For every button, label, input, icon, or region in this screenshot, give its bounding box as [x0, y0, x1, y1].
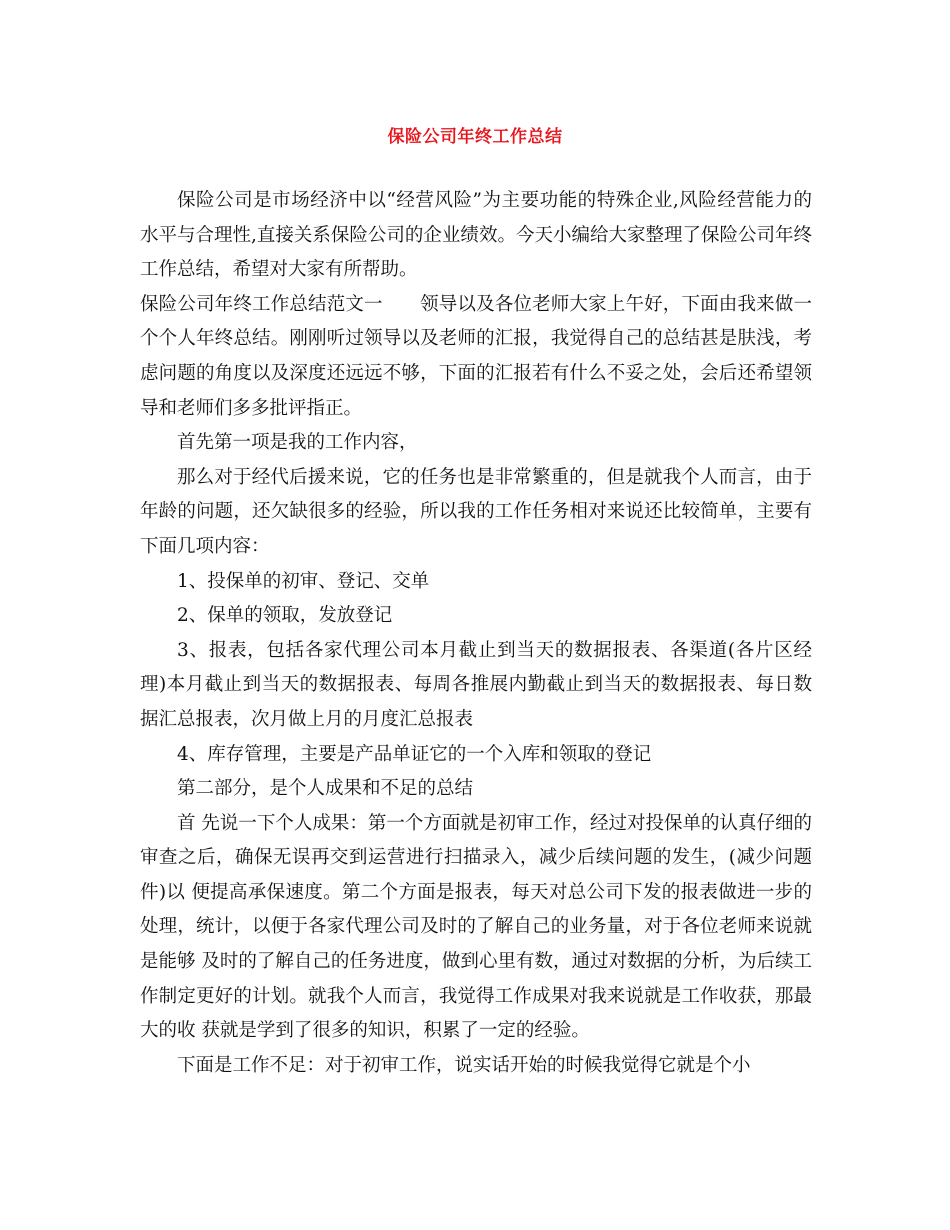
list-item-1: 1、投保单的初审、登记、交单 [177, 570, 430, 592]
paragraph-sample-one: 保险公司年终工作总结范文一 领导以及各位老师大家上午好，下面由我来做一个个人年终总结。刚刚听过领导以及老师的汇报，我觉得自己的总结甚是肤浅，考虑问题的角度以及深度还远远不够，下面的汇报若有什么不妥之处，会后还希望领导和老师们多多批评指正。 [140, 293, 812, 419]
list-item-4: 4、库存管理，主要是产品单证它的一个入库和领取的登记 [177, 743, 652, 765]
list-item-2: 2、保单的领取，发放登记 [177, 605, 393, 627]
document-title: 保险公司年终工作总结 [387, 127, 563, 147]
paragraph-intro: 保险公司是市场经济中以“经营风险”为主要功能的特殊企业,风险经营能力的水平与合理性,直接关系保险公司的企业绩效。今天小编给大家整理了保险公司年终工作总结，希望对大家有所帮助。 [140, 190, 812, 281]
document-body [140, 184, 812, 1083]
list-item-3: 3、报表，包括各家代理公司本月截止到当天的数据报表、各渠道(各片区经理)本月截止到当天的数据报表、每周各推展内勤截止到当天的数据报表、每日数据汇总报表，次月做上月的月度汇总报表 [140, 639, 812, 730]
paragraph-tasks-intro: 那么对于经代后援来说，它的任务也是非常繁重的，但是就我个人而言，由于年龄的问题，还欠缺很多的经验，所以我的工作任务相对来说还比较简单，主要有下面几项内容： [140, 466, 812, 557]
paragraph-part-two: 第二部分，是个人成果和不足的总结 [177, 778, 474, 800]
paragraph-achievements: 首 先说一下个人成果：第一个方面就是初审工作，经过对投保单的认真仔细的审查之后，确保无误再交到运营进行扫描录入，减少后续问题的发生，(减少问题件)以 便提高承保速度。第二个方面是报表，每天对总公司下发的报表做进一步的处理，统计，以便于各家代理公司及时的了解自己的业务量，对于各位老师来说就是能够 及时的了解自己的任务进度，做到心里有数，通过对数据的分析，为后续工作制定更好的计划。就我个人而言，我觉得工作成果对我来说就是工作收获，那最大的收 获就是学到了很多的知识，积累了一定的经验。 [140, 812, 812, 1042]
paragraph-shortcomings: 下面是工作不足：对于初审工作，说实话开始的时候我觉得它就是个小 [177, 1054, 751, 1076]
paragraph-first-item: 首先第一项是我的工作内容， [177, 432, 418, 454]
